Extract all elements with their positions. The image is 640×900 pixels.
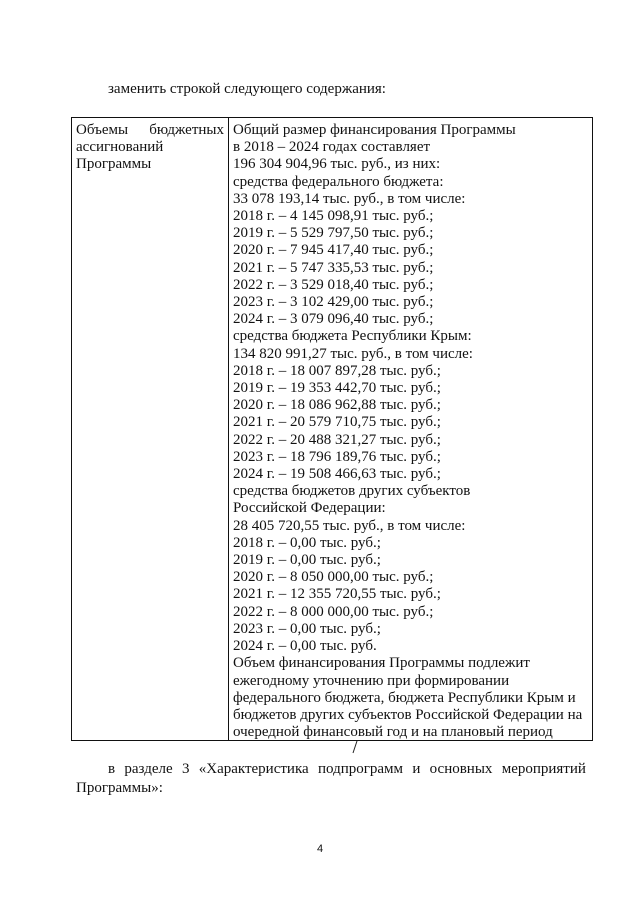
scan-mark — [350, 740, 360, 754]
content-line: 2018 г. – 0,00 тыс. руб.; — [233, 534, 381, 551]
content-line: 2021 г. – 12 355 720,55 тыс. руб.; — [233, 586, 441, 603]
content-line: средства федерального бюджета: — [233, 173, 444, 190]
content-line: очередной финансовый год и на плановый период — [233, 724, 553, 741]
content-line: 2018 г. – 18 007 897,28 тыс. руб.; — [233, 362, 441, 379]
content-line: 2021 г. – 5 747 335,53 тыс. руб.; — [233, 259, 434, 276]
closing-first-line — [76, 760, 586, 779]
closing-word: в — [108, 761, 116, 777]
table-label-cell — [76, 122, 224, 173]
content-line: 2024 г. – 3 079 096,40 тыс. руб.; — [233, 311, 434, 328]
content-line: федерального бюджета, бюджета Республики Крым и — [233, 689, 576, 706]
closing-word: «Характеристика — [198, 761, 309, 777]
content-line: 2023 г. – 18 796 189,76 тыс. руб.; — [233, 448, 441, 465]
label-word: бюджетных — [149, 122, 224, 138]
closing-second-line: Программы»: — [76, 780, 163, 796]
content-line: 196 304 904,96 тыс. руб., из них: — [233, 156, 441, 173]
content-line: средства бюджетов других субъектов — [233, 483, 471, 500]
content-line: бюджетов других субъектов Российской Федерации на — [233, 706, 583, 723]
content-line: 2024 г. – 0,00 тыс. руб. — [233, 638, 377, 655]
closing-word: подпрограмм — [317, 761, 404, 777]
content-line: 2023 г. – 0,00 тыс. руб.; — [233, 620, 381, 637]
content-line: ежегодному уточнению при формировании — [233, 672, 510, 689]
table-content-cell — [233, 122, 589, 741]
content-line: 2019 г. – 0,00 тыс. руб.; — [233, 552, 381, 569]
budget-table — [71, 117, 593, 741]
closing-word: разделе — [124, 761, 173, 777]
content-line: Объем финансирования Программы подлежит — [233, 655, 530, 672]
content-line: 2022 г. – 8 000 000,00 тыс. руб.; — [233, 603, 434, 620]
label-word: Объемы — [76, 122, 129, 138]
content-line: 2021 г. – 20 579 710,75 тыс. руб.; — [233, 414, 441, 431]
content-line: Российской Федерации: — [233, 500, 386, 517]
content-line: средства бюджета Республики Крым: — [233, 328, 472, 345]
label-line: ассигнований — [76, 139, 164, 155]
content-line: 2022 г. – 3 529 018,40 тыс. руб.; — [233, 276, 434, 293]
page-number: 4 — [316, 843, 324, 855]
closing-word: основных — [429, 761, 493, 777]
content-line: 2023 г. – 3 102 429,00 тыс. руб.; — [233, 294, 434, 311]
content-line: Общий размер финансирования Программы — [233, 122, 516, 138]
content-line: 2024 г. – 19 508 466,63 тыс. руб.; — [233, 466, 441, 483]
content-line: 2019 г. – 19 353 442,70 тыс. руб.; — [233, 380, 441, 397]
content-line: 134 820 991,27 тыс. руб., в том числе: — [233, 345, 473, 362]
content-line: 2020 г. – 18 086 962,88 тыс. руб.; — [233, 397, 441, 414]
column-divider — [228, 118, 229, 740]
content-line: 2022 г. – 20 488 321,27 тыс. руб.; — [233, 431, 441, 448]
closing-word: и — [412, 761, 421, 777]
intro-text: заменить строкой следующего содержания: — [108, 81, 386, 97]
content-line: 2020 г. – 7 945 417,40 тыс. руб.; — [233, 242, 434, 259]
content-line: 2018 г. – 4 145 098,91 тыс. руб.; — [233, 208, 434, 225]
closing-word: 3 — [181, 761, 190, 777]
content-line: 2020 г. – 8 050 000,00 тыс. руб.; — [233, 569, 434, 586]
content-line: 2019 г. – 5 529 797,50 тыс. руб.; — [233, 225, 434, 242]
label-first-line — [76, 122, 224, 139]
content-line: 33 078 193,14 тыс. руб., в том числе: — [233, 190, 466, 207]
label-line: Программы — [76, 156, 152, 172]
content-line: в 2018 – 2024 годах составляет — [233, 139, 431, 156]
closing-word: мероприятий — [501, 761, 586, 777]
closing-paragraph — [76, 760, 586, 798]
content-line: 28 405 720,55 тыс. руб., в том числе: — [233, 517, 466, 534]
